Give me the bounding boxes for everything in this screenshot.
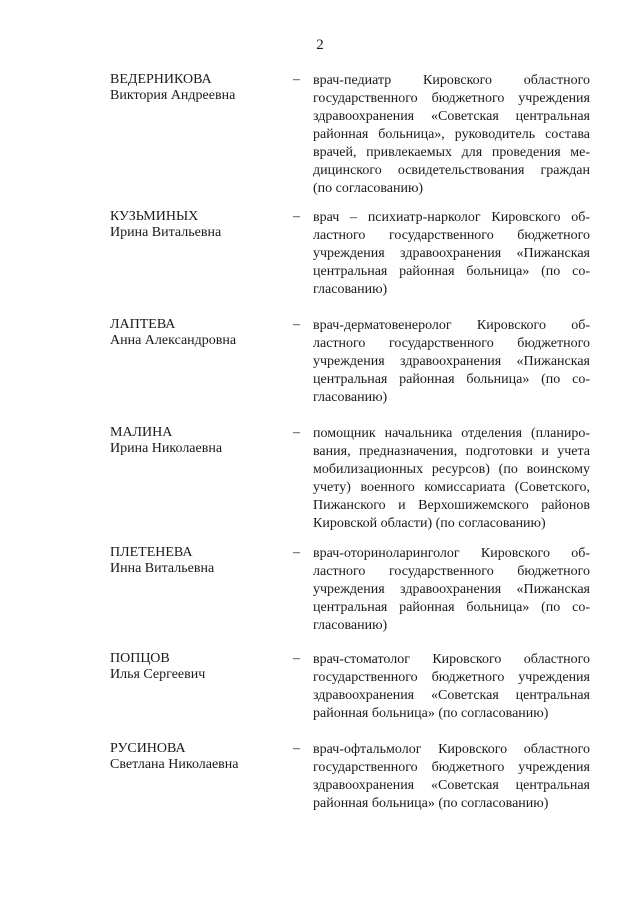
dash-separator: – [293, 545, 300, 560]
position-line: дицинского освидетельствования граждан [313, 163, 590, 178]
position-line: учреждения здравоохранения «Пижанская [313, 354, 590, 369]
position-line: врач – психиатр-нарколог Кировского об- [313, 210, 590, 225]
dash-separator: – [293, 317, 300, 332]
member-given-names: Илья Сергеевич [110, 667, 206, 682]
member-given-names: Виктория Андреевна [110, 88, 236, 103]
member-position [313, 317, 590, 407]
position-line: (по согласованию) [313, 181, 424, 196]
member-surname: РУСИНОВА [110, 741, 186, 756]
position-line: гласованию) [313, 282, 388, 297]
member-name [110, 72, 285, 104]
position-line: врач-офтальмолог Кировского областного [313, 742, 590, 757]
dash-separator: – [293, 741, 300, 756]
position-line: ластного государственного бюджетного [313, 228, 590, 243]
member-name [110, 545, 285, 577]
position-line: учреждения здравоохранения «Пижанская [313, 582, 590, 597]
position-line: государственного бюджетного учреждения [313, 91, 590, 106]
position-line: учету) военного комиссариата (Советского, [313, 480, 590, 495]
position-line: помощник начальника отделения (планиро- [313, 426, 590, 441]
member-name [110, 425, 285, 457]
position-line: центральная районная больница» (по со- [313, 372, 590, 387]
member-surname: ПЛЕТЕНЕВА [110, 545, 193, 560]
position-line: учреждения здравоохранения «Пижанская [313, 246, 590, 261]
member-position [313, 209, 590, 299]
position-line: гласованию) [313, 390, 388, 405]
page-number: 2 [316, 37, 324, 53]
position-line: районная больница» (по согласованию) [313, 706, 549, 721]
position-line: районная больница», руководитель состава [313, 127, 590, 142]
member-name [110, 317, 285, 349]
position-line: центральная районная больница» (по со- [313, 264, 590, 279]
position-line: мобилизационных ресурсов) (по воинскому [313, 462, 590, 477]
member-name [110, 209, 285, 241]
position-line: центральная районная больница» (по со- [313, 600, 590, 615]
member-surname: ВЕДЕРНИКОВА [110, 72, 212, 87]
dash-separator: – [293, 209, 300, 224]
position-line: здравоохранения «Советская центральная [313, 778, 590, 793]
position-line: вания, предназначения, подготовки и учета [313, 444, 590, 459]
member-position [313, 545, 590, 635]
member-position [313, 741, 590, 813]
position-line: районная больница» (по согласованию) [313, 796, 549, 811]
member-given-names: Ирина Витальевна [110, 225, 222, 240]
position-line: врач-стоматолог Кировского областного [313, 652, 590, 667]
dash-separator: – [293, 651, 300, 666]
member-surname: ПОПЦОВ [110, 651, 170, 666]
member-given-names: Светлана Николаевна [110, 757, 239, 772]
member-position [313, 425, 590, 533]
member-given-names: Инна Витальевна [110, 561, 215, 576]
position-line: Кировской области) (по согласованию) [313, 516, 546, 531]
member-name [110, 651, 285, 683]
member-given-names: Анна Александровна [110, 333, 237, 348]
position-line: государственного бюджетного учреждения [313, 760, 590, 775]
position-line: врачей, привлекаемых для проведения ме- [313, 145, 590, 160]
position-line: здравоохранения «Советская центральная [313, 109, 590, 124]
member-name [110, 741, 285, 773]
member-surname: КУЗЬМИНЫХ [110, 209, 199, 224]
position-line: врач-педиатр Кировского областного [313, 73, 590, 88]
member-position [313, 651, 590, 723]
position-line: гласованию) [313, 618, 388, 633]
position-line: врач-дерматовенеролог Кировского об- [313, 318, 590, 333]
position-line: государственного бюджетного учреждения [313, 670, 590, 685]
member-surname: ЛАПТЕВА [110, 317, 176, 332]
dash-separator: – [293, 425, 300, 440]
member-given-names: Ирина Николаевна [110, 441, 223, 456]
dash-separator: – [293, 72, 300, 87]
member-surname: МАЛИНА [110, 425, 173, 440]
position-line: врач-оториноларинголог Кировского об- [313, 546, 590, 561]
member-position [313, 72, 590, 198]
position-line: ластного государственного бюджетного [313, 336, 590, 351]
position-line: Пижанского и Верхошижемского районов [313, 498, 590, 513]
position-line: здравоохранения «Советская центральная [313, 688, 590, 703]
position-line: ластного государственного бюджетного [313, 564, 590, 579]
